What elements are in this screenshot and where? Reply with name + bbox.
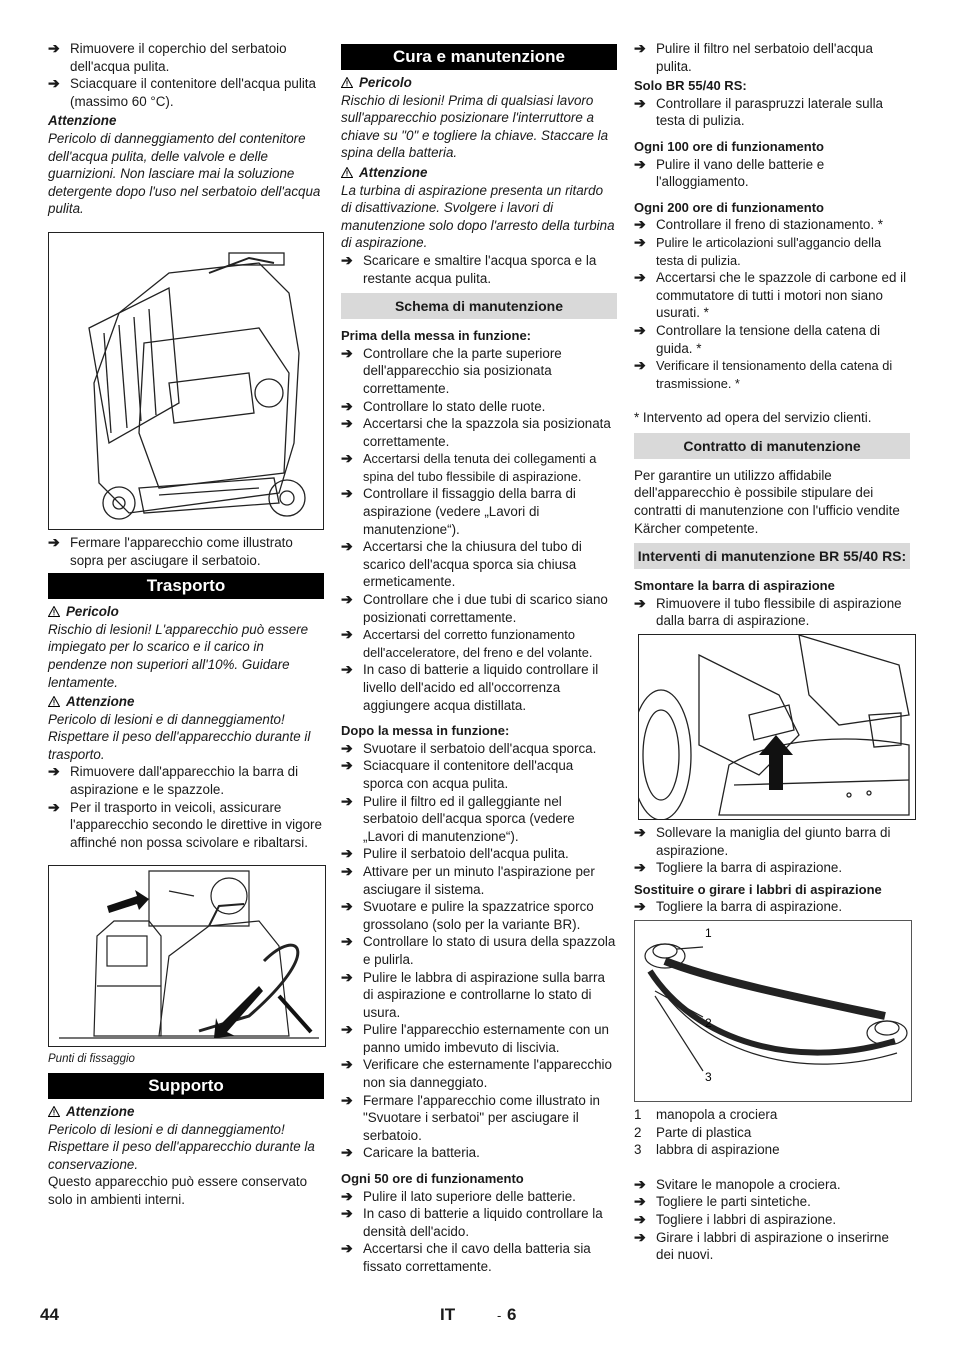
arrow-right-icon: ➔	[634, 1210, 646, 1227]
list-item: ➔ Svuotare e pulire la spazzatrice sporco grossolano (solo per la variante BR).	[341, 898, 594, 932]
arrow-right-icon: ➔	[341, 626, 353, 643]
squeegee-handle-illustration	[639, 635, 915, 819]
arrow-right-icon: ➔	[634, 824, 646, 841]
column-middle	[341, 40, 617, 1276]
arrow-right-icon: ➔	[634, 898, 646, 915]
arrow-right-icon: ➔	[48, 798, 60, 815]
section-heading-storage: Supporto	[48, 1073, 324, 1099]
arrow-right-icon: ➔	[341, 898, 353, 915]
list-item: ➔ In caso di batterie a liquido controllare il livello dell'acido ed all'occorrenza aggiungere acqua distillata.	[341, 661, 599, 713]
hours-50-list	[341, 1188, 617, 1276]
attention-label: Attenzione	[48, 113, 117, 129]
arrow-right-icon: ➔	[341, 968, 353, 985]
page-number: 44	[40, 1305, 59, 1324]
arrow-right-icon: ➔	[341, 757, 353, 774]
hours-100-heading: Ogni 100 ore di funzionamento	[634, 138, 824, 154]
legend-list	[634, 1106, 910, 1159]
list-item: ➔ Togliere i labbri di aspirazione.	[634, 1210, 837, 1227]
arrow-right-icon: ➔	[341, 792, 353, 809]
warning-triangle-icon	[341, 77, 353, 88]
column-right	[634, 40, 910, 1264]
warning-triangle-icon	[341, 167, 353, 178]
warning-triangle-icon	[48, 1106, 60, 1117]
list-item: ➔ Togliere la barra di aspirazione.	[634, 898, 843, 915]
list-item: ➔ In caso di batterie a liquido controllare la densità dell'acido.	[341, 1205, 603, 1239]
local-page-number: 6	[507, 1305, 517, 1324]
arrow-right-icon: ➔	[48, 40, 60, 56]
arrow-right-icon: ➔	[634, 40, 646, 56]
bullet-list-top	[48, 40, 324, 110]
footer-separator: -	[497, 1308, 502, 1323]
list-item: ➔ Controllare la tensione della catena di guida. *	[634, 321, 881, 356]
arrow-right-icon: ➔	[634, 1175, 646, 1192]
arrow-right-icon: ➔	[341, 1205, 353, 1222]
list-item: ➔ Pulire le articolazioni sull'aggancio della testa di pulizia.	[634, 233, 882, 268]
figure-fixing-points	[48, 865, 326, 1047]
page-footer	[0, 1306, 954, 1330]
list-item: ➔ Pulire l'apparecchio esternamente con un panno umido imbevuto di liscivia.	[341, 1021, 609, 1055]
callout-2: 2	[705, 1016, 712, 1030]
legend-item: 3 labbra di aspirazione	[634, 1142, 780, 1158]
arrow-right-icon: ➔	[341, 485, 353, 502]
list-item: ➔ Svuotare il serbatoio dell'acqua sporca.	[341, 739, 597, 756]
arrow-right-icon: ➔	[341, 1021, 353, 1038]
list-item: ➔ Scaricare e smaltire l'acqua sporca e la restante acqua pulita.	[341, 251, 597, 286]
warning-triangle-icon	[48, 696, 60, 707]
arrow-right-icon: ➔	[341, 1056, 353, 1073]
list-item: ➔ Controllare che la parte superiore dell'apparecchio sia posizionata correttamente.	[341, 344, 562, 396]
list-item: ➔ Fermare l'apparecchio come illustrato in "Svuotare i serbatoi" per asciugare il serbatoio.	[341, 1091, 600, 1143]
list-item: ➔ Verificare che esternamente l'apparecchio non sia danneggiato.	[341, 1056, 612, 1091]
danger-label: Pericolo	[48, 603, 324, 621]
list-item: ➔ Togliere la barra di aspirazione.	[634, 859, 843, 876]
before-start-list	[341, 345, 617, 714]
list-item: ➔ Accertarsi che la spazzola sia posizionata correttamente.	[341, 415, 611, 449]
remove-squeegee-heading: Smontare la barra di aspirazione	[634, 578, 835, 594]
legend-item: 2 Parte di plastica	[634, 1124, 752, 1140]
arrow-right-icon: ➔	[634, 594, 646, 611]
list-item: ➔ Pulire il filtro nel serbatoio dell'acqua pulita.	[634, 40, 873, 74]
arrow-right-icon: ➔	[634, 233, 646, 250]
arrow-right-icon: ➔	[341, 1240, 353, 1257]
callout-3: 3	[705, 1070, 712, 1084]
section-heading-transport: Trasporto	[48, 573, 324, 599]
figure-caption: Punti di fissaggio	[48, 1053, 135, 1066]
attention-text: Pericolo di lesioni e di danneggiamento! Rispettare il peso dell'apparecchio durante il trasporto.	[48, 711, 311, 762]
machine-illustration	[49, 233, 323, 529]
list-item: ➔ Rimuovere dall'apparecchio la barra di aspirazione e le spazzole.	[48, 763, 299, 798]
attention-text: Pericolo di danneggiamento del contenitore dell'acqua pulita, delle valvole e delle guarnizioni. Non lasciare mai la soluzione detergente dopo l'uso nel serbatoio dell'acqua pulita.	[48, 130, 321, 217]
solo-heading: Solo BR 55/40 RS:	[634, 78, 747, 94]
arrow-right-icon: ➔	[341, 845, 353, 862]
arrow-right-icon: ➔	[341, 591, 353, 608]
list-item: ➔ Controllare che i due tubi di scarico siano posizionati correttamente.	[341, 591, 608, 625]
arrow-right-icon: ➔	[341, 397, 353, 414]
before-start-heading: Prima della messa in funzione:	[341, 328, 531, 344]
after-start-heading: Dopo la messa in funzione:	[341, 723, 510, 739]
attention-text: La turbina di aspirazione presenta un ritardo di disattivazione. Svolgere i lavori di manutenzione solo dopo l'arresto della turbina di aspirazione.	[341, 182, 615, 251]
hours-200-heading: Ogni 200 ore di funzionamento	[634, 199, 824, 215]
contract-text: Per garantire un utilizzo affidabile dell'apparecchio è possibile stipulare dei contratti di manutenzione con l'ufficio vendite Kärcher competente.	[634, 467, 900, 536]
list-item: ➔ Pulire le labbra di aspirazione sulla barra di aspirazione e controllarne lo stato di usura.	[341, 968, 605, 1020]
arrow-right-icon: ➔	[634, 859, 646, 876]
replace-lips-heading: Sostituire o girare i labbri di aspirazione	[634, 881, 882, 897]
list-item: ➔ Sciacquare il contenitore dell'acqua sporca con acqua pulita.	[341, 757, 574, 791]
arrow-right-icon: ➔	[634, 1228, 646, 1245]
list-item: ➔ Rimuovere il coperchio del serbatoio dell'acqua pulita.	[48, 40, 287, 74]
figure-squeegee-handle	[638, 634, 916, 820]
section-heading-maintenance: Cura e manutenzione	[341, 44, 617, 70]
arrow-right-icon: ➔	[48, 533, 60, 550]
list-item: ➔ Rimuovere il tubo flessibile di aspirazione dalla barra di aspirazione.	[634, 594, 902, 629]
list-item: ➔ Controllare lo stato di usura della spazzola e pulirla.	[341, 933, 616, 967]
callout-1: 1	[705, 926, 712, 940]
hours-50-heading: Ogni 50 ore di funzionamento	[341, 1171, 524, 1187]
legend-item: 1 manopola a crociera	[634, 1107, 778, 1122]
list-item: ➔ Pulire il serbatoio dell'acqua pulita.	[341, 845, 569, 862]
attention-label: Attenzione	[48, 1103, 324, 1121]
list-item: ➔ Verificare il tensionamento della catena di trasmissione. *	[634, 357, 893, 391]
storage-text: Questo apparecchio può essere conservato solo in ambienti interni.	[48, 1174, 308, 1207]
list-item: ➔ Accertarsi della tenuta dei collegamenti a spina del tubo flessibile di aspirazione.	[341, 450, 597, 484]
arrow-right-icon: ➔	[634, 269, 646, 286]
list-item: ➔ Per il trasporto in veicoli, assicurare l'apparecchio secondo le direttive in vigore affinché non possa scivolare e ribaltarsi.	[48, 798, 322, 850]
arrow-right-icon: ➔	[341, 1091, 353, 1108]
list-item: ➔ Accertarsi che il cavo della batteria sia fissato correttamente.	[341, 1240, 591, 1274]
subsection-heading-contract: Contratto di manutenzione	[634, 433, 910, 459]
list-item: ➔ Controllare lo stato delle ruote.	[341, 397, 546, 414]
language-code: IT	[440, 1305, 456, 1324]
list-item: ➔ Fermare l'apparecchio come illustrato sopra per asciugare il serbatoio.	[48, 533, 293, 568]
footnote: * Intervento ad opera del servizio clienti.	[634, 410, 872, 426]
arrow-right-icon: ➔	[341, 1144, 353, 1161]
arrow-right-icon: ➔	[634, 216, 646, 233]
list-item: ➔ Accertarsi che la chiusura del tubo di scarico dell'acqua sporca sia chiusa ermeticamente.	[341, 538, 582, 590]
arrow-right-icon: ➔	[341, 933, 353, 950]
arrow-right-icon: ➔	[341, 739, 353, 756]
list-item: ➔ Controllare il paraspruzzi laterale sulla testa di pulizia.	[634, 94, 884, 129]
list-item: ➔ Pulire il vano delle batterie e l'alloggiamento.	[634, 155, 825, 190]
list-item: ➔ Accertarsi che le spazzole di carbone ed il commutatore di tutti i motori non siano usurati. *	[634, 269, 907, 321]
list-item: ➔ Controllare il fissaggio della barra di aspirazione (vedere „Lavori di manutenzione“).	[341, 485, 576, 537]
warning-triangle-icon	[48, 606, 60, 617]
figure-squeegee-parts	[634, 920, 912, 1102]
list-item: ➔ Caricare la batteria.	[341, 1144, 480, 1161]
list-item: ➔ Sciacquare il contenitore dell'acqua pulita (massimo 60 °C).	[48, 75, 316, 109]
list-item: ➔ Pulire il filtro ed il galleggiante nel serbatoio dell'acqua sporca (vedere „Lavori di manutenzione“).	[341, 792, 575, 844]
figure-machine-tank-open	[48, 232, 324, 530]
list-item: ➔ Pulire il lato superiore delle batterie.	[341, 1187, 576, 1204]
list-item: ➔ Sollevare la maniglia del giunto barra di aspirazione.	[634, 824, 891, 858]
arrow-right-icon: ➔	[634, 357, 646, 374]
danger-text: Rischio di lesioni! Prima di qualsiasi lavoro sull'apparecchio posizionare l'interruttore a chiave su "0" e togliere la chiave. Staccare la spina della batteria.	[341, 92, 609, 161]
danger-text: Rischio di lesioni! L'apparecchio può essere impiegato per lo scarico e il carico in pendenze non superiori all'10%. Guidare lentamente.	[48, 621, 309, 690]
attention-label: Attenzione	[48, 693, 324, 711]
arrow-right-icon: ➔	[48, 75, 60, 92]
squeegee-parts-illustration	[635, 921, 911, 1101]
arrow-right-icon: ➔	[634, 321, 646, 338]
arrow-right-icon: ➔	[341, 661, 353, 678]
arrow-right-icon: ➔	[341, 344, 353, 361]
list-item: ➔ Accertarsi del corretto funzionamento dell'acceleratore, del freno e del volante.	[341, 626, 593, 660]
arrow-right-icon: ➔	[48, 763, 60, 780]
arrow-right-icon: ➔	[634, 155, 646, 172]
danger-label: Pericolo	[341, 74, 617, 92]
arrow-right-icon: ➔	[341, 862, 353, 879]
subsection-heading-interventions: Interventi di manutenzione BR 55/40 RS:	[634, 543, 910, 569]
attention-text: Pericolo di lesioni e di danneggiamento! Rispettare il peso dell'apparecchio durante la conservazione.	[48, 1121, 315, 1172]
list-item: ➔ Togliere le parti sintetiche.	[634, 1193, 811, 1210]
arrow-right-icon: ➔	[634, 1193, 646, 1210]
attention-label: Attenzione	[341, 164, 617, 182]
replace-after-list	[634, 1176, 910, 1264]
list-item: ➔ Girare i labbri di aspirazione o inserirne dei nuovi.	[634, 1228, 889, 1263]
arrow-right-icon: ➔	[341, 450, 353, 467]
arrow-right-icon: ➔	[341, 538, 353, 555]
remove-after-list	[634, 824, 910, 877]
hours-200-list	[634, 216, 910, 392]
list-item: ➔ Controllare il freno di stazionamento. *	[634, 216, 884, 233]
list-item: ➔ Attivare per un minuto l'aspirazione per asciugare il sistema.	[341, 862, 595, 897]
column-left	[48, 40, 324, 1209]
arrow-right-icon: ➔	[341, 415, 353, 432]
subsection-heading-schema: Schema di manutenzione	[341, 293, 617, 319]
fixing-points-illustration	[49, 866, 325, 1046]
list-item: ➔ Svitare le manopole a crociera.	[634, 1175, 841, 1192]
arrow-right-icon: ➔	[634, 94, 646, 111]
arrow-right-icon: ➔	[341, 1187, 353, 1204]
arrow-right-icon: ➔	[341, 251, 353, 268]
after-start-list	[341, 740, 617, 1162]
